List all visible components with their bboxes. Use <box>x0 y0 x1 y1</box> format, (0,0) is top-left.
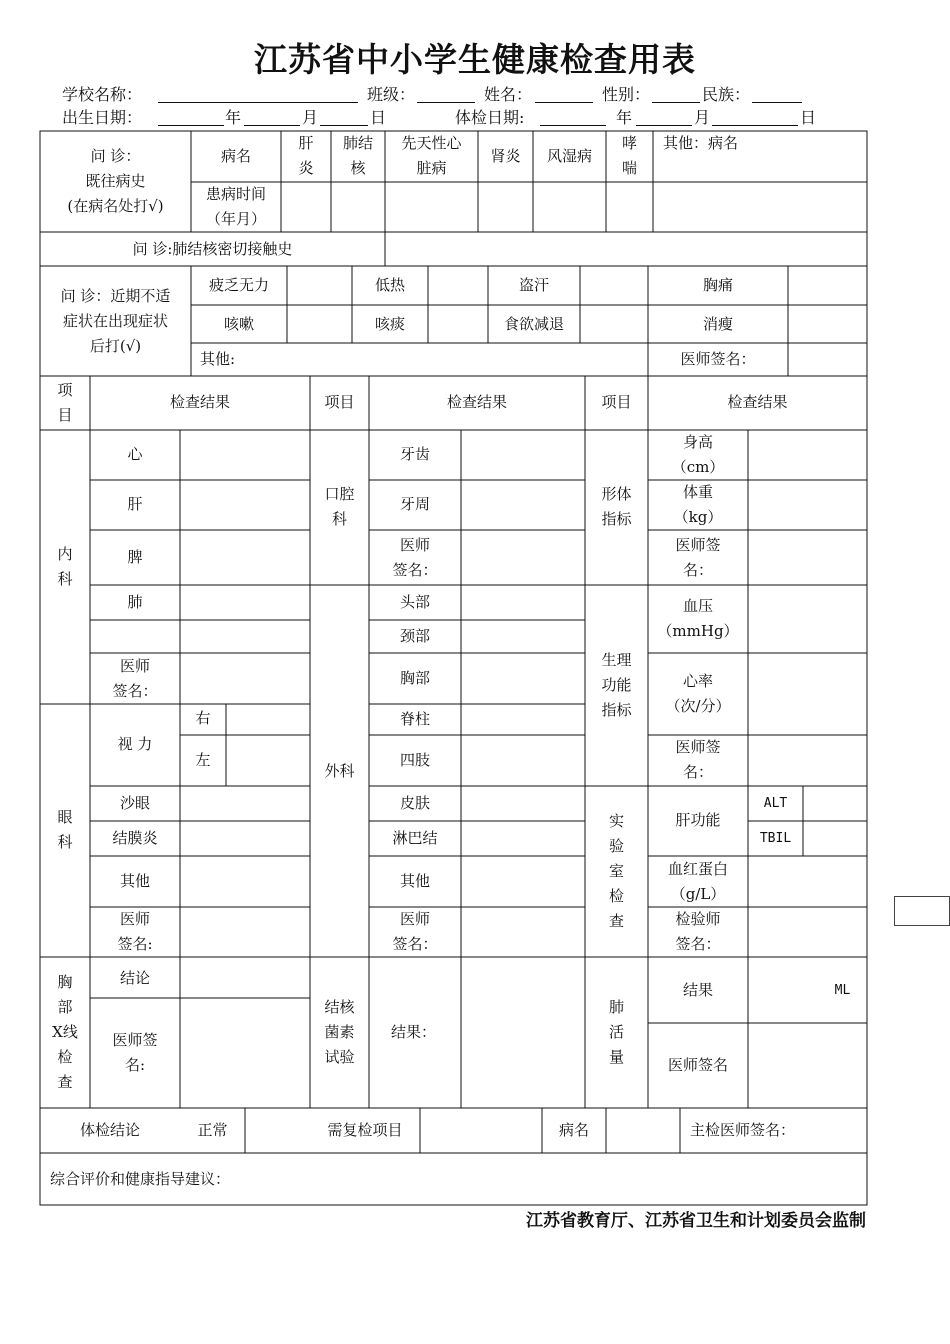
chest-pain-label: 胸痛 <box>702 276 733 294</box>
xray-section-label: 胸 部 X线 检 查 <box>52 973 78 1091</box>
exam-date-label: 体检日期: <box>455 108 525 127</box>
vision-right-label: 右 <box>195 709 211 727</box>
liver-function-label: 肝功能 <box>675 811 721 829</box>
nephritis-label[interactable]: 肾炎 <box>490 147 521 165</box>
tb-test-result-label: 结果： <box>391 1023 437 1041</box>
footer-publisher: 江苏省教育厅、江苏省卫生和计划委员会监制 <box>526 1211 866 1231</box>
internal-section-label: 内 科 <box>57 545 73 588</box>
form-title: 江苏省中小学生健康检查用表 <box>254 40 696 79</box>
sex-label: 性别： <box>602 85 651 104</box>
chd-label[interactable]: 先天性心 脏病 <box>401 134 462 177</box>
rheumatic-label[interactable]: 风湿病 <box>546 147 592 165</box>
result-header-3: 检查结果 <box>727 393 788 411</box>
exam-year-label: 年 <box>616 108 633 127</box>
neck-label: 颈部 <box>399 627 430 645</box>
other-disease-label: 其他：病名 <box>663 134 739 152</box>
eye-other-label: 其他 <box>119 872 150 890</box>
weight-loss-label: 消瘦 <box>702 315 733 333</box>
lung-capacity-sign-label: 医师签名 <box>667 1056 728 1074</box>
surgery-other-label: 其他 <box>399 872 430 890</box>
recheck-items-label: 需复检项目 <box>327 1121 403 1139</box>
school-label: 学校名称： <box>62 85 143 104</box>
oral-sign-label: 医师 签名： <box>392 536 438 579</box>
advice-label: 综合评价和健康指导建议： <box>50 1170 231 1188</box>
tb-test-section-label: 结核 菌素 试验 <box>324 998 355 1066</box>
liver-label: 肝 <box>127 495 143 513</box>
appetite-label: 食欲减退 <box>503 315 564 333</box>
height-label: 身高 （cm） <box>671 433 725 476</box>
symptom-doctor-sign-label: 医师签名： <box>680 350 756 368</box>
surgery-sign-label: 医师 签名： <box>392 910 438 953</box>
vision-label: 视 力 <box>117 735 153 753</box>
lung-capacity-unit: ML <box>834 983 851 998</box>
teeth-label: 牙齿 <box>399 445 430 463</box>
xray-sign-label: 医师签 名: <box>112 1031 158 1074</box>
head-label: 头部 <box>399 593 430 611</box>
physio-section-label: 生理 功能 指标 <box>601 651 632 719</box>
lung-label: 肺 <box>127 593 143 611</box>
lung-capacity-result-label: 结果 <box>682 981 713 999</box>
conclusion-disease-label: 病名 <box>558 1121 589 1139</box>
body-section-label: 形体 指标 <box>601 485 632 528</box>
name-label: 姓名： <box>484 85 533 104</box>
hr-label: 心率 （次/分） <box>665 672 731 715</box>
trachoma-label: 沙眼 <box>119 794 150 812</box>
chief-doctor-sign-label: 主检医师签名： <box>690 1121 796 1139</box>
bp-label: 血压 （mmHg） <box>657 597 739 640</box>
normal-label[interactable]: 正常 <box>197 1121 228 1139</box>
weight-label: 体重 （kg） <box>673 483 723 526</box>
disease-name-label: 病名 <box>220 147 251 165</box>
internal-sign-label: 医师 签名： <box>112 657 158 700</box>
result-header-2: 检查结果 <box>446 393 507 411</box>
body-sign-label: 医师签 名： <box>675 536 721 579</box>
birth-year-label: 年 <box>225 108 242 127</box>
lab-sign-label: 检验师 签名： <box>675 910 721 953</box>
symptoms-section-label: 问 诊：近期不适 症状在出现症状 后打(√) <box>60 287 171 355</box>
eye-sign-label: 医师 签名: <box>117 910 153 953</box>
tbil-label: TBIL <box>759 831 792 846</box>
tb-label[interactable]: 肺结 核 <box>342 134 373 177</box>
low-fever-label: 低热 <box>374 276 405 294</box>
birth-day-label: 日 <box>370 108 387 127</box>
tb-contact-label: 问 诊:肺结核密切接触史 <box>132 240 293 258</box>
limbs-label: 四肢 <box>399 751 430 769</box>
sputum-label: 咳痰 <box>374 315 405 333</box>
conjunctivitis-label: 结膜炎 <box>112 829 158 847</box>
exam-day-label: 日 <box>800 108 817 127</box>
exam-month-label: 月 <box>694 108 711 127</box>
chest-label: 胸部 <box>399 669 430 687</box>
cough-label: 咳嗽 <box>223 315 254 333</box>
class-label: 班级： <box>367 85 416 104</box>
history-section-label: 问 诊： 既往病史 (在病名处打√) <box>67 147 164 215</box>
exam-conclusion-label: 体检结论 <box>79 1121 140 1139</box>
xray-conclusion-label: 结论 <box>119 969 150 987</box>
alt-label: ALT <box>763 796 788 811</box>
physio-sign-label: 医师签 名： <box>675 738 721 781</box>
result-header-1: 检查结果 <box>169 393 230 411</box>
lung-capacity-section-label: 肺 活 量 <box>608 998 624 1066</box>
lab-section-label: 实 验 室 检 查 <box>608 812 624 930</box>
symptom-other-label: 其他: <box>200 350 236 368</box>
vision-left-label: 左 <box>195 751 211 769</box>
birth-month-label: 月 <box>302 108 319 127</box>
fatigue-label: 疲乏无力 <box>208 276 269 294</box>
heart-label: 心 <box>127 445 143 463</box>
spleen-label: 脾 <box>127 548 143 566</box>
item-header-2: 项目 <box>324 393 355 411</box>
periodontal-label: 牙周 <box>399 495 430 513</box>
asthma-label[interactable]: 哮 喘 <box>621 134 637 177</box>
item-header-1: 项 目 <box>57 381 73 424</box>
item-header-3: 项目 <box>601 393 632 411</box>
oral-section-label: 口腔 科 <box>324 485 355 528</box>
skin-label: 皮肤 <box>399 794 430 812</box>
tb-contact-input[interactable] <box>386 233 866 265</box>
hemoglobin-label: 血红蛋白 （g/L） <box>667 860 728 903</box>
spine-label: 脊柱 <box>399 710 430 728</box>
ethnic-label: 民族： <box>702 85 751 104</box>
night-sweat-label: 盗汗 <box>518 276 549 294</box>
side-marker-box <box>894 896 950 926</box>
lymph-label: 淋巴结 <box>392 829 438 847</box>
hepatitis-label[interactable]: 肝 炎 <box>298 134 314 177</box>
disease-time-label: 患病时间 （年月） <box>205 185 266 228</box>
eye-section-label: 眼 科 <box>57 808 73 851</box>
birth-label: 出生日期： <box>62 108 143 127</box>
surgery-section-label: 外科 <box>324 762 355 780</box>
